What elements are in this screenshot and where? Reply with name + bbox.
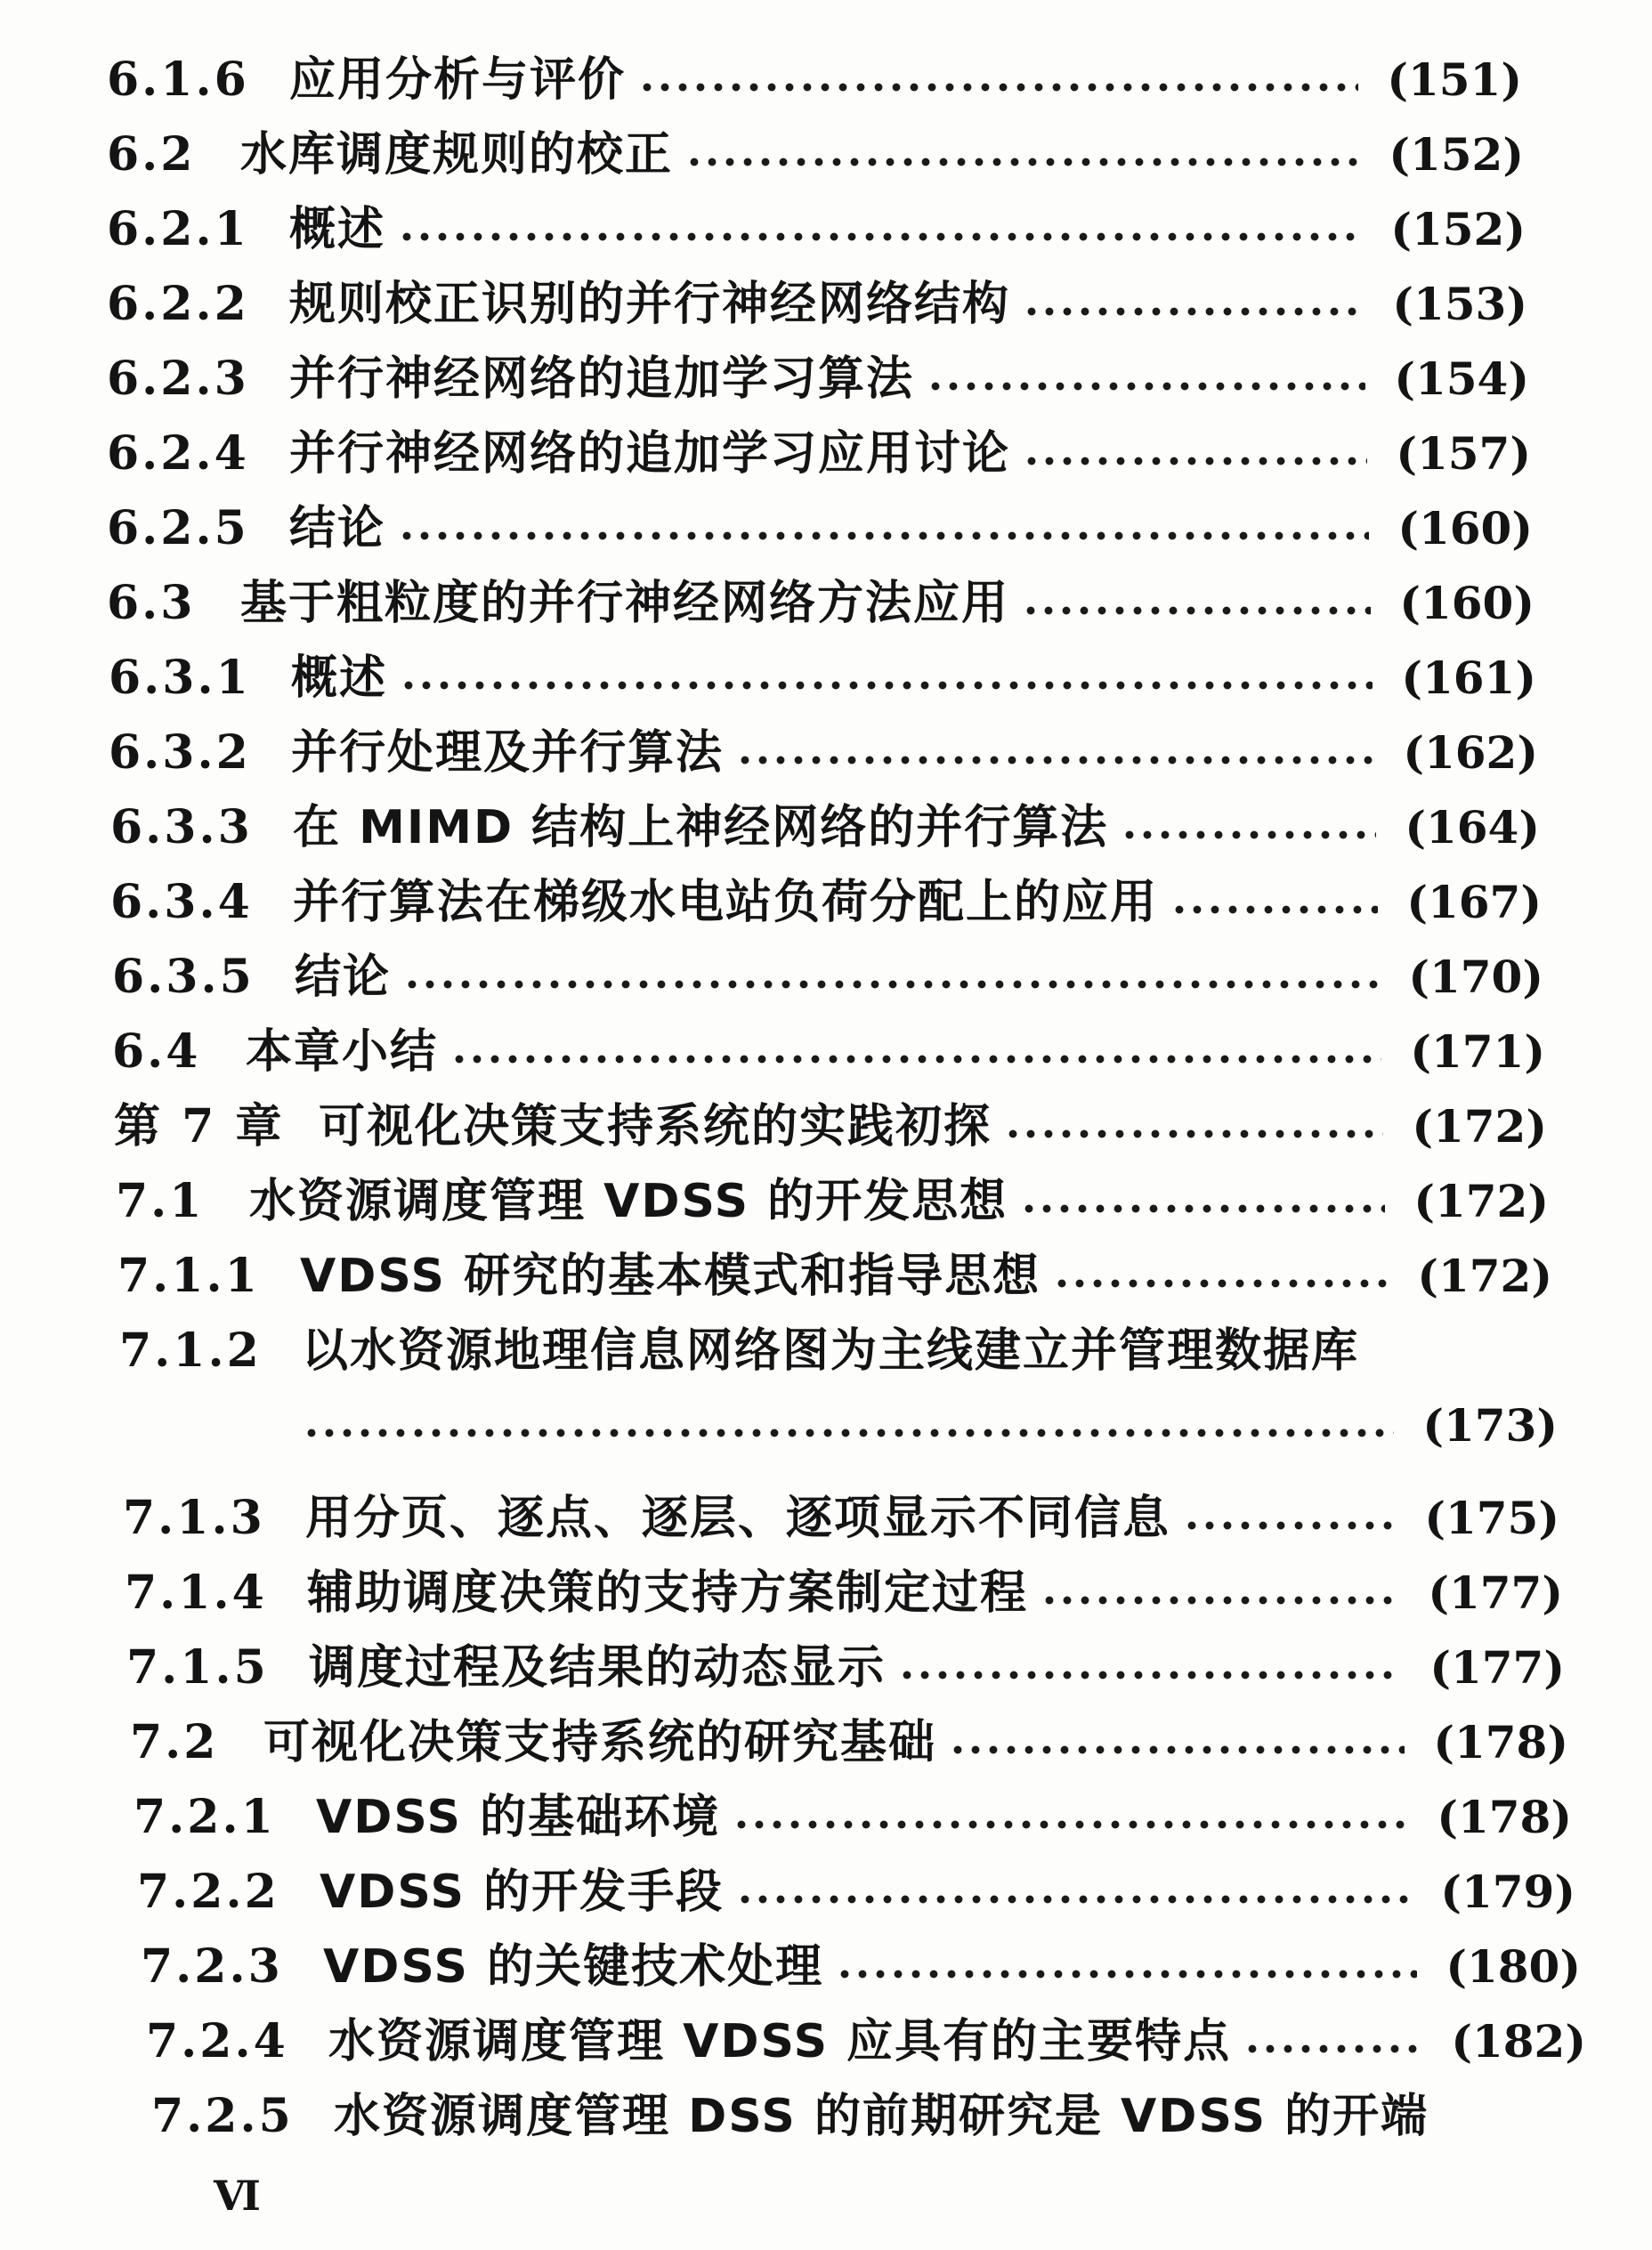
dot-leader xyxy=(1020,1203,1385,1214)
entry-title: 可视化决策支持系统的实践初探 xyxy=(319,1100,992,1153)
toc-entry-6-2-4 xyxy=(107,417,1531,491)
entry-number: 6.2.2 xyxy=(107,277,249,331)
dot-leader xyxy=(450,1054,1381,1064)
toc-entry-7-1-2-continuation xyxy=(303,1388,1558,1463)
entry-title: 概述 xyxy=(289,203,386,256)
toc-entry-6-2-1 xyxy=(107,192,1526,267)
entry-page: (172) xyxy=(1417,1250,1552,1302)
entry-page: (151) xyxy=(1387,53,1522,106)
entry-page: (167) xyxy=(1406,876,1542,928)
entry-title: 基于粗粒度的并行神经网络方法应用 xyxy=(240,577,1010,630)
entry-title: VDSS 研究的基本模式和指导思想 xyxy=(300,1250,1041,1303)
entry-page: (154) xyxy=(1394,352,1529,405)
entry-number: 6.3.4 xyxy=(110,875,253,929)
toc-entry-7-1 xyxy=(116,1164,1549,1239)
entry-page: (152) xyxy=(1390,203,1526,255)
entry-title: 并行算法在梯级水电站负荷分配上的应用 xyxy=(293,876,1159,929)
entry-number: 7.2.3 xyxy=(141,1939,283,1994)
dot-leader xyxy=(1121,830,1376,840)
entry-number: 7.2.5 xyxy=(151,2089,294,2143)
entry-title: VDSS 的关键技术处理 xyxy=(323,1940,824,1994)
entry-number: 6.3.1 xyxy=(109,651,251,705)
entry-page: (160) xyxy=(1397,502,1533,554)
entry-title: 概述 xyxy=(291,652,388,705)
toc-entry-chapter-7 xyxy=(114,1089,1547,1164)
toc-entry-7-2-3 xyxy=(141,1930,1581,2004)
toc-entry-7-1-4 xyxy=(125,1556,1563,1631)
entry-page: (173) xyxy=(1422,1399,1558,1452)
entry-number: 6.2.4 xyxy=(107,426,249,481)
entry-title: 以水资源地理信息网络图为主线建立并管理数据库 xyxy=(302,1324,1360,1378)
toc-entry-6-3-2 xyxy=(109,716,1538,790)
entry-title: VDSS 的基础环境 xyxy=(316,1791,721,1844)
dot-leader xyxy=(1023,306,1364,317)
entry-page: (164) xyxy=(1405,801,1540,854)
dot-leader xyxy=(1041,1595,1399,1606)
dot-leader xyxy=(733,1819,1408,1830)
toc-entry-7-1-2 xyxy=(119,1314,1554,1388)
toc-entry-7-2-5 xyxy=(151,2079,1540,2154)
dot-leader xyxy=(1183,1520,1396,1531)
entry-title: 水资源调度管理 VDSS 应具有的主要特点 xyxy=(328,2015,1232,2068)
page-folio: Ⅵ xyxy=(214,2172,261,2220)
toc-entry-7-1-1 xyxy=(117,1239,1552,1314)
dot-leader xyxy=(398,530,1369,541)
toc-entry-7-2-1 xyxy=(134,1780,1572,1855)
entry-title: 可视化决策支持系统的研究基础 xyxy=(263,1716,937,1769)
entry-number: 6.3.2 xyxy=(109,725,251,780)
entry-page: (178) xyxy=(1437,1791,1572,1843)
entry-title: 辅助调度决策的支持方案制定过程 xyxy=(307,1566,1029,1620)
toc-entry-7-2-2 xyxy=(137,1855,1575,1930)
dot-leader xyxy=(949,1744,1405,1755)
toc-entry-6-2 xyxy=(107,117,1524,192)
dot-leader xyxy=(898,1670,1401,1680)
entry-number: 7.2.1 xyxy=(134,1790,276,1844)
entry-page: (177) xyxy=(1429,1641,1565,1694)
entry-number: 第 7 章 xyxy=(114,1099,285,1153)
toc-entry-6-2-3 xyxy=(107,342,1529,417)
entry-number: 7.2.2 xyxy=(137,1865,279,1919)
entry-title: 应用分析与评价 xyxy=(289,53,627,107)
entry-number: 7.1.1 xyxy=(117,1249,260,1303)
dot-leader xyxy=(1022,605,1371,616)
dot-leader xyxy=(303,1428,1394,1438)
entry-title: 规则校正识别的并行神经网络结构 xyxy=(289,278,1011,331)
entry-page: (178) xyxy=(1433,1716,1568,1768)
entry-page: (152) xyxy=(1389,128,1524,181)
entry-number: 6.3.5 xyxy=(112,950,255,1004)
dot-leader xyxy=(927,381,1365,392)
entry-number: 6.2.1 xyxy=(107,202,249,256)
entry-page: (153) xyxy=(1392,278,1527,330)
entry-number: 7.1.2 xyxy=(119,1323,262,1378)
dot-leader xyxy=(398,231,1362,242)
dot-leader xyxy=(1023,456,1367,466)
entry-title: 水资源调度管理 DSS 的前期研究是 VDSS 的开端 xyxy=(334,2090,1429,2143)
entry-title: VDSS 的开发手段 xyxy=(320,1866,725,1919)
entry-number: 6.4 xyxy=(112,1024,201,1079)
dot-leader xyxy=(1004,1129,1383,1139)
entry-number: 6.3.3 xyxy=(110,800,253,854)
toc-entry-6-1-6 xyxy=(107,43,1522,117)
entry-page: (162) xyxy=(1403,726,1538,779)
entry-page: (160) xyxy=(1399,577,1535,629)
toc-entry-6-3-1 xyxy=(109,641,1536,716)
entry-title: 并行神经网络的追加学习应用讨论 xyxy=(289,427,1011,481)
dot-leader xyxy=(400,680,1373,691)
entry-number: 7.1.3 xyxy=(123,1491,265,1545)
entry-title: 用分页、逐点、逐层、逐项显示不同信息 xyxy=(305,1492,1171,1545)
entry-title: 并行处理及并行算法 xyxy=(291,726,725,780)
toc-entry-6-2-2 xyxy=(107,267,1527,342)
toc-entry-7-1-5 xyxy=(126,1631,1565,1705)
entry-title: 水库调度规则的校正 xyxy=(240,128,674,182)
entry-page: (171) xyxy=(1410,1025,1545,1078)
dot-leader xyxy=(836,1969,1417,1979)
dot-leader xyxy=(1053,1278,1389,1289)
entry-page: (157) xyxy=(1396,427,1531,480)
entry-number: 7.1 xyxy=(116,1174,205,1228)
toc-entry-6-3 xyxy=(107,566,1535,641)
entry-page: (182) xyxy=(1451,2015,1586,2068)
entry-title: 调度过程及结果的动态显示 xyxy=(309,1641,887,1695)
entry-number: 6.1.6 xyxy=(107,53,249,107)
entry-page: (177) xyxy=(1428,1566,1563,1619)
entry-page: (161) xyxy=(1401,652,1536,704)
dot-leader xyxy=(403,979,1380,990)
entry-page: (175) xyxy=(1424,1492,1559,1544)
entry-number: 6.2.5 xyxy=(107,501,249,555)
entry-number: 7.1.5 xyxy=(126,1640,269,1695)
entry-title: 在 MIMD 结构上神经网络的并行算法 xyxy=(293,801,1109,854)
toc-entry-6-3-4 xyxy=(110,865,1542,940)
dot-leader xyxy=(638,82,1358,93)
entry-number: 7.2.4 xyxy=(146,2014,288,2068)
toc-entry-7-2-4 xyxy=(146,2004,1586,2079)
entry-page: (180) xyxy=(1446,1940,1581,1993)
toc-entry-7-2 xyxy=(130,1705,1568,1780)
entry-page: (179) xyxy=(1440,1866,1575,1918)
toc-entry-6-4 xyxy=(112,1015,1545,1089)
entry-page: (170) xyxy=(1408,951,1543,1003)
toc-entry-6-3-3 xyxy=(110,790,1540,865)
entry-number: 6.2 xyxy=(107,127,196,182)
toc-entry-7-1-3 xyxy=(123,1481,1559,1556)
entry-title: 并行神经网络的追加学习算法 xyxy=(289,352,915,406)
entry-title: 水资源调度管理 VDSS 的开发思想 xyxy=(249,1175,1008,1228)
dot-leader xyxy=(736,1894,1412,1905)
dot-leader xyxy=(1243,2044,1422,2054)
toc-entry-6-2-5 xyxy=(107,491,1533,566)
entry-number: 6.2.3 xyxy=(107,352,249,406)
entry-page: (172) xyxy=(1413,1175,1549,1227)
dot-leader xyxy=(1170,904,1378,915)
toc-entry-6-3-5 xyxy=(112,940,1543,1015)
entry-title: 结论 xyxy=(295,951,392,1004)
dot-leader xyxy=(736,755,1374,765)
entry-number: 6.3 xyxy=(107,576,196,630)
entry-number: 7.1.4 xyxy=(125,1566,267,1620)
entry-title: 本章小结 xyxy=(246,1025,439,1079)
entry-number: 7.2 xyxy=(130,1715,219,1769)
entry-page: (172) xyxy=(1412,1100,1547,1153)
dot-leader xyxy=(685,157,1360,167)
entry-title: 结论 xyxy=(289,502,386,555)
